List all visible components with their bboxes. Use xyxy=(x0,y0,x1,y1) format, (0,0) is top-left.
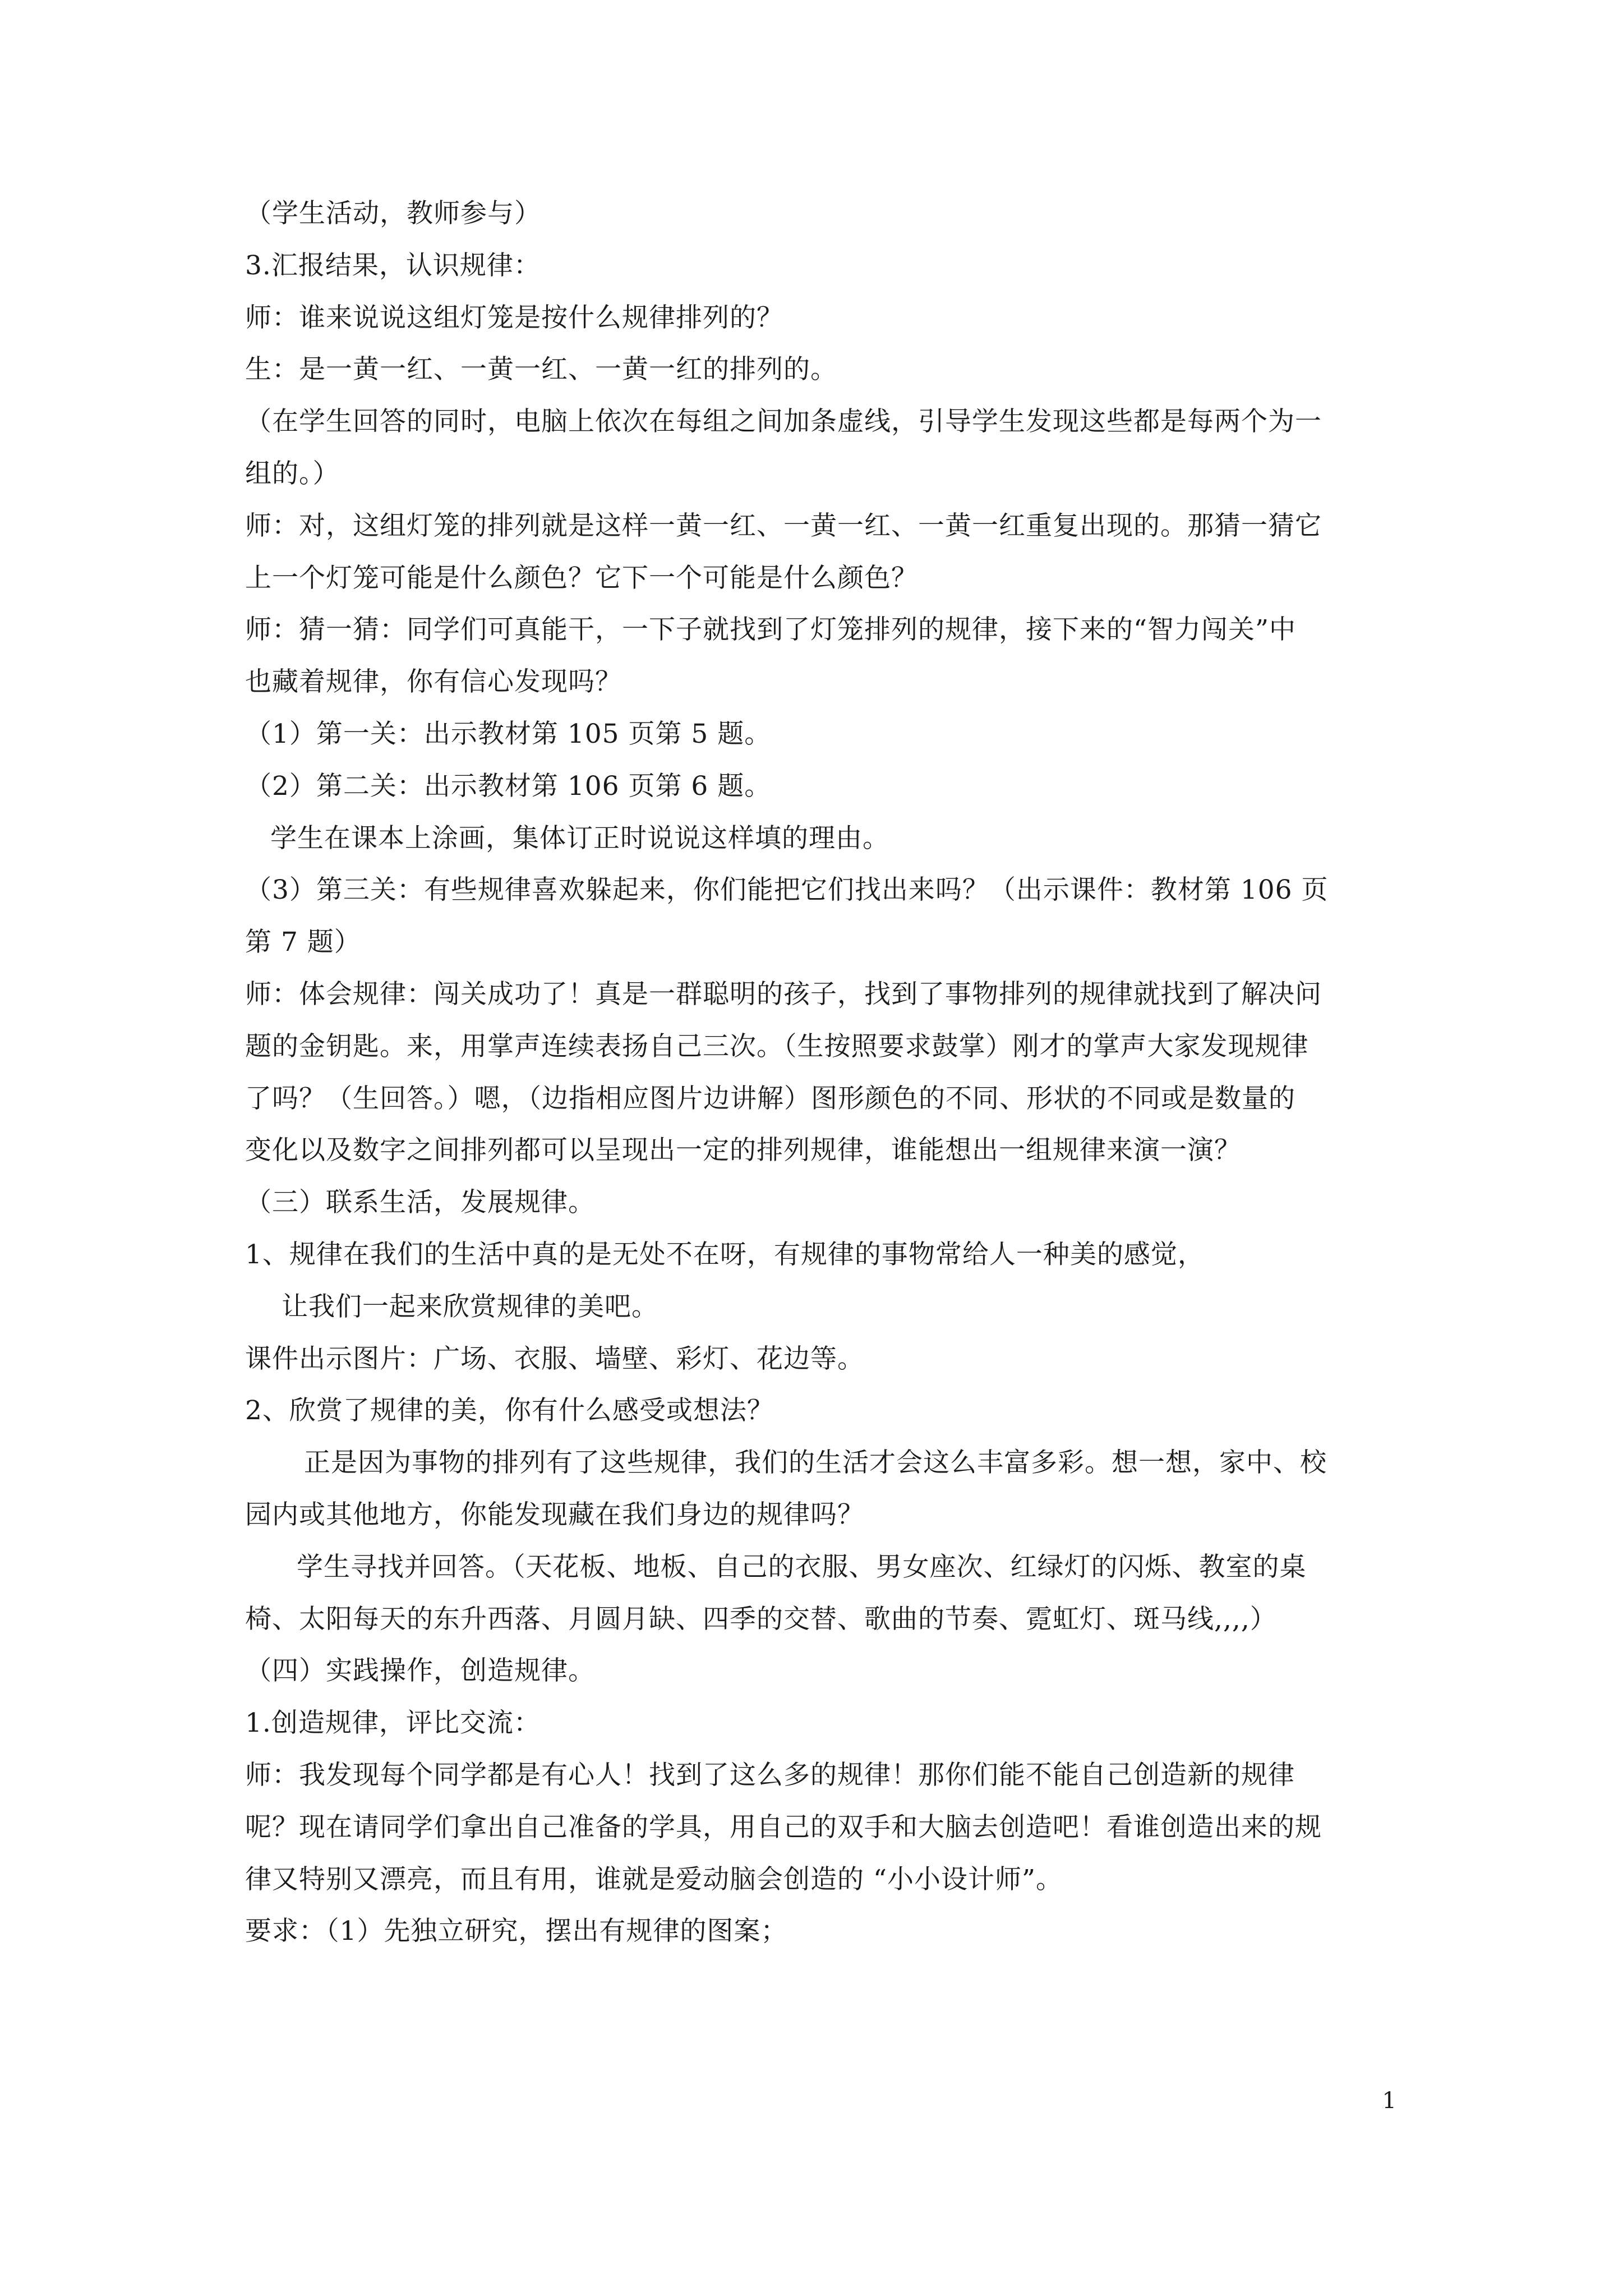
text-line: 1、规律在我们的生活中真的是无处不在呀，有规律的事物常给人一种美的感觉， xyxy=(245,1239,1205,1270)
text-line: （四）实践操作，创造规律。 xyxy=(245,1655,595,1687)
text-line: （三）联系生活，发展规律。 xyxy=(245,1187,595,1218)
text-line: （3）第三关：有些规律喜欢躲起来，你们能把它们找出来吗？（出示课件：教材第 106 页 xyxy=(245,875,1329,906)
text-line: 师：谁来说说这组灯笼是按什么规律排列的？ xyxy=(245,302,783,333)
text-line: （1）第一关：出示教材第 105 页第 5 题。 xyxy=(245,718,772,749)
text-line: 律又特别又漂亮，而且有用，谁就是爱动脑会创造的 “小小设计师”。 xyxy=(245,1864,1063,1895)
text-line: 园内或其他地方，你能发现藏在我们身边的规律吗？ xyxy=(245,1499,864,1530)
text-line: 师：猜一猜：同学们可真能干，一下子就找到了灯笼排列的规律，接下来的“智力闯关”中 xyxy=(245,614,1297,646)
text-line: 变化以及数字之间排列都可以呈现出一定的排列规律，谁能想出一组规律来演一演？ xyxy=(245,1135,1241,1166)
text-line: 椅、太阳每天的东升西落、月圆月缺、四季的交替、歌曲的节奏、霓虹灯、斑马线,,,,） xyxy=(245,1603,1277,1635)
page-number: 1 xyxy=(1382,2088,1396,2114)
text-line: 师：体会规律：闯关成功了！真是一群聪明的孩子，找到了事物排列的规律就找到了解决问 xyxy=(245,978,1322,1010)
text-line: （2）第二关：出示教材第 106 页第 6 题。 xyxy=(245,770,772,802)
text-line: 1.创造规律，评比交流： xyxy=(245,1708,541,1739)
text-line: 要求：（1）先独立研究，摆出有规律的图案； xyxy=(245,1916,788,1947)
text-line: 课件出示图片：广场、衣服、墙壁、彩灯、花边等。 xyxy=(245,1343,864,1374)
text-line: 学生在课本上涂画，集体订正时说说这样填的理由。 xyxy=(270,822,889,854)
text-line: 正是因为事物的排列有了这些规律，我们的生活才会这么丰富多彩。想一想，家中、校 xyxy=(304,1447,1327,1479)
text-line: （在学生回答的同时，电脑上依次在每组之间加条虚线，引导学生发现这些都是每两个为一 xyxy=(245,406,1322,438)
text-line: 了吗？（生回答。）嗯，（边指相应图片边讲解）图形颜色的不同、形状的不同或是数量的 xyxy=(245,1083,1295,1114)
text-line: 3.汇报结果，认识规律： xyxy=(245,250,541,281)
text-line: 第 7 题） xyxy=(245,927,361,958)
text-line: 也藏着规律，你有信心发现吗？ xyxy=(245,666,622,698)
text-line: 让我们一起来欣赏规律的美吧。 xyxy=(282,1291,658,1322)
text-line: 生：是一黄一红、一黄一红、一黄一红的排列的。 xyxy=(245,354,837,385)
text-line: （学生活动，教师参与） xyxy=(245,198,541,229)
text-line: 呢？现在请同学们拿出自己准备的学具，用自己的双手和大脑去创造吧！看谁创造出来的规 xyxy=(245,1811,1322,1843)
text-line: 学生寻找并回答。（天花板、地板、自己的衣服、男女座次、红绿灯的闪烁、教室的桌 xyxy=(297,1551,1307,1582)
document-body xyxy=(245,188,1395,1958)
text-line: 2、欣赏了规律的美，你有什么感受或想法？ xyxy=(245,1395,774,1427)
text-line: 组的。） xyxy=(245,458,340,489)
text-line: 上一个灯笼可能是什么颜色？它下一个可能是什么颜色？ xyxy=(245,562,918,593)
text-line: 师：我发现每个同学都是有心人！找到了这么多的规律！那你们能不能自己创造新的规律 xyxy=(245,1759,1295,1791)
text-line: 师：对，这组灯笼的排列就是这样一黄一红、一黄一红、一黄一红重复出现的。那猜一猜它 xyxy=(245,510,1322,541)
text-line: 题的金钥匙。来，用掌声连续表扬自己三次。（生按照要求鼓掌）刚才的掌声大家发现规律 xyxy=(245,1030,1309,1062)
